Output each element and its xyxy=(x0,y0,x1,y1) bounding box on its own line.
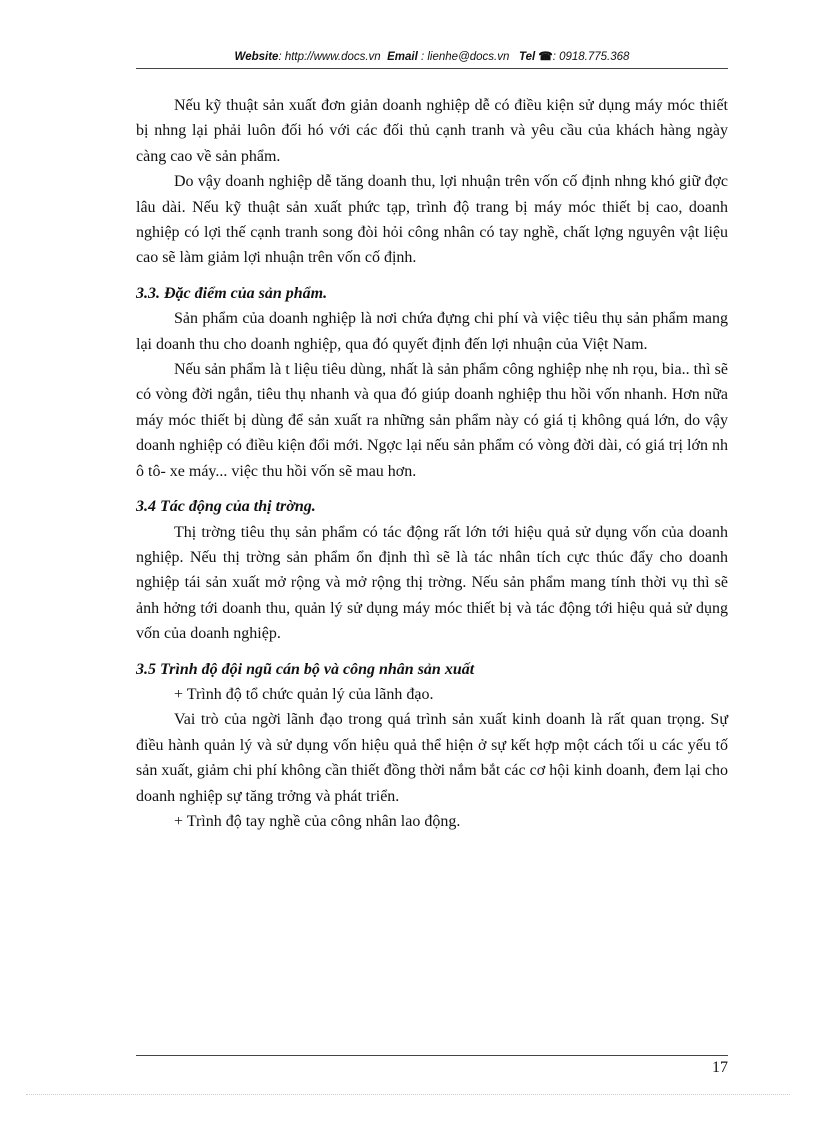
footer-divider xyxy=(136,1055,728,1056)
paragraph-2: Do vậy doanh nghiệp dễ tăng doanh thu, lợi nhuận trên vốn cố định nhng khó giữ đợc lâu dài. Nếu kỹ thuật sản xuất phức tạp, trình độ trang bị máy móc thiết bị cao, doanh nghiệp có lợi thế cạnh tranh song đòi hỏi công nhân có tay nghề, chất lợng nguyên vật liệu cao sẽ làm giảm lợi nhuận trên vốn cố định. xyxy=(136,173,728,267)
phone-icon: ☎ xyxy=(538,51,553,63)
paragraph-7: Vai trò của ngời lãnh đạo trong quá trình sản xuất kinh doanh là rất quan trọng. Sự điều hành quản lý và sử dụng vốn hiệu quả thể hiện ở sự kết hợp một cách tối u các yếu tố sản xuất, giảm chi phí không cần thiết đồng thời nắm bắt các cơ hội kinh doanh, đem lại cho doanh nghiệp sự tăng trởng và phát triển. xyxy=(136,711,728,805)
page-number: 17 xyxy=(712,1059,728,1076)
email-label: Email xyxy=(387,51,418,63)
tel-value: : 0918.775.368 xyxy=(552,51,630,63)
section-heading-3-5: 3.5 Trình độ đội ngũ cán bộ và công nhân sản xuất xyxy=(136,660,475,678)
email-value: : lienhe@docs.vn xyxy=(420,51,510,63)
paragraph-8: + Trình độ tay nghề của công nhân lao động. xyxy=(174,812,461,830)
section-heading-3-4: 3.4 Tác động của thị trờng. xyxy=(136,498,316,516)
website-label: Website xyxy=(234,51,279,63)
paragraph-1: Nếu kỹ thuật sản xuất đơn giản doanh nghiệp dễ có điều kiện sử dụng máy móc thiết bị nhng lại phải luôn đối hó với các đối thủ cạnh tranh và yêu cầu của khách hàng ngày càng cao về sản phẩm. xyxy=(136,97,728,165)
page-bottom-edge xyxy=(26,1094,790,1095)
paragraph-3: Sản phẩm của doanh nghiệp là nơi chứa đựng chi phí và việc tiêu thụ sản phẩm mang lại doanh thu cho doanh nghiệp, qua đó quyết định đến lợi nhuận của Việt Nam. xyxy=(136,310,728,353)
header-divider xyxy=(136,68,728,69)
paragraph-4: Nếu sản phẩm là t liệu tiêu dùng, nhất là sản phẩm công nghiệp nhẹ nh rọu, bia.. thì sẽ có vòng đời ngắn, tiêu thụ nhanh và qua đó giúp doanh nghiệp thu hồi vốn nhanh. Hơn nữa máy móc thiết bị dùng để sản xuất ra những sản phẩm này có giá tị không quá lớn, do vậy doanh nghiệp có điều kiện đổi mới. Ngợc lại nếu sản phẩm có vòng đời dài, có giá trị lớn nh ô tô- xe máy... việc thu hồi vốn sẽ mau hơn. xyxy=(136,361,728,480)
paragraph-6: + Trình độ tổ chức quản lý của lãnh đạo. xyxy=(174,685,434,703)
website-value: : http://www.docs.vn xyxy=(278,51,381,63)
paragraph-5: Thị trờng tiêu thụ sản phẩm có tác động rất lớn tới hiệu quả sử dụng vốn của doanh nghiệp. Nếu thị trờng sản phẩm ổn định thì sẽ là tác nhân tích cực thúc đẩy cho doanh nghiệp tái sản xuất mở rộng và mở rộng thị trờng. Nếu sản phẩm mang tính thời vụ thì sẽ ảnh hởng tới doanh thu, quản lý sử dụng máy móc thiết bị và tác động tới hiệu quả sử dụng vốn của doanh nghiệp. xyxy=(136,523,728,643)
tel-label: Tel xyxy=(518,51,536,63)
page-header xyxy=(136,49,728,63)
section-heading-3-3: 3.3. Đặc điểm của sản phẩm. xyxy=(136,284,328,302)
document-body xyxy=(136,93,728,834)
